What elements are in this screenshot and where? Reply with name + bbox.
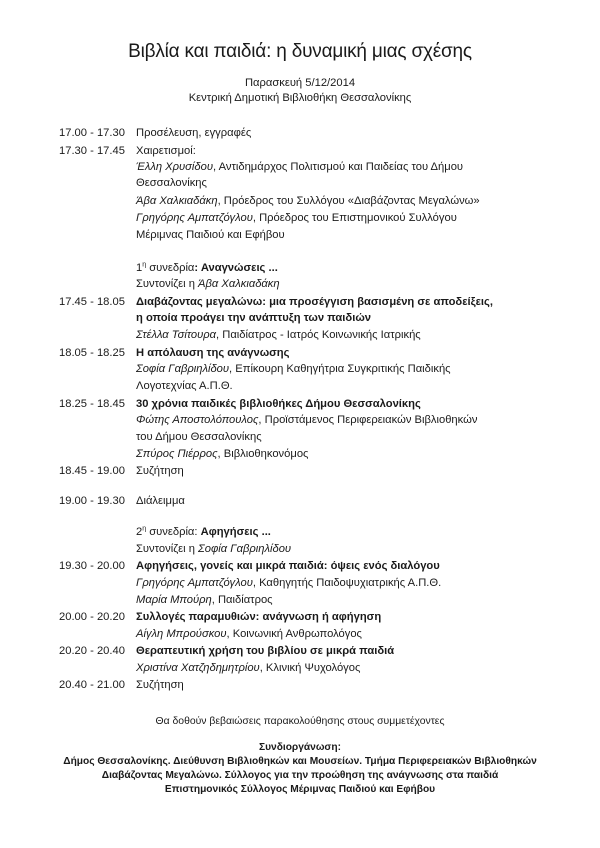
speaker-name: Σπύρος Πιέρρος [136,448,218,460]
speaker-role: , Κοινωνική Ανθρωπολόγος [226,628,362,640]
talk-speaker [0,362,600,378]
coordinator-name: Σοφία Γαβριηλίδου [198,543,292,555]
speaker-role: , Πρόεδρος του Συλλόγου «Διαβάζοντας Μεγαλώνω» [217,195,480,207]
speaker-name: Άβα Χαλκιαδάκη [136,195,218,207]
session-1-coordinator [0,277,600,293]
schedule-row-discussion [0,464,600,480]
greeting-speaker-cont [0,176,600,192]
speaker-role: Μέριμνας Παιδιού και Εφήβου [136,229,285,241]
speaker-role: , Πρόεδρος του Επιστημονικού Συλλόγου [252,212,457,224]
greeting-speaker-cont [0,228,600,244]
speaker-role: , Αντιδημάρχος Πολιτισμού και Παιδείας του Δήμου [213,161,464,173]
speaker-name: Φώτης Αποστολόπουλος [136,414,259,426]
coordinator-prefix: Συντονίζει η [136,278,199,290]
schedule-row-talk [0,644,600,660]
talk-speaker [0,661,600,677]
schedule-row-discussion [0,678,600,694]
talk-title: η οποία προάγει την ανάπτυξη των παιδιών [136,312,371,324]
speaker-name: Χριστίνα Χατζηδημητρίου [136,662,260,674]
event-venue: Κεντρική Δημοτική Βιβλιοθήκη Θεσσαλονίκης [188,92,412,104]
talk-speaker [0,593,600,609]
time-slot: 19.00 - 19.30 [59,495,125,507]
greeting-speaker [0,194,600,210]
item-text: Συζήτηση [136,465,184,477]
speaker-role: , Προϊστάμενος Περιφερειακών Βιβλιοθηκών [258,414,478,426]
talk-title: 30 χρόνια παιδικές βιβλιοθήκες Δήμου Θεσσαλονίκης [136,398,421,410]
session-topic: Αφηγήσεις ... [200,526,271,538]
session-topic: : Αναγνώσεις ... [194,262,278,274]
speaker-name: Αίγλη Μπρούσκου [136,628,227,640]
speaker-role: , Βιβλιοθηκονόμος [217,448,309,460]
speaker-role: , Παιδίατρος [211,594,273,606]
talk-speaker [0,576,600,592]
speaker-name: Σοφία Γαβριηλίδου [136,363,230,375]
speaker-role: , Επίκουρη Καθηγήτρια Συγκριτικής Παιδικής [229,363,451,375]
page-title: Βιβλία και παιδιά: η δυναμική μιας σχέσης [128,41,472,62]
schedule-row-talk [0,610,600,626]
speaker-role: , Καθηγητής Παιδοψυχιατρικής Α.Π.Θ. [252,577,442,589]
time-slot: 20.00 - 20.20 [59,611,125,623]
schedule-row-greetings [0,144,600,160]
item-text: Χαιρετισμοί: [136,145,196,157]
event-date: Παρασκευή 5/12/2014 [244,77,356,89]
time-slot: 19.30 - 20.00 [59,560,125,572]
speaker-role: Θεσσαλονίκης [136,177,207,189]
attendance-note: Θα δοθούν βεβαιώσεις παρακολούθησης στους συμμετέχοντες [155,716,445,727]
talk-speaker [0,447,600,463]
speaker-name: Μαρία Μπούρη [136,594,212,606]
talk-speaker-cont [0,430,600,446]
co-organizer-line: Διαβάζοντας Μεγαλώνω. Σύλλογος για την προώθηση της ανάγνωσης στα παιδιά [101,770,499,781]
session-2-coordinator [0,542,600,558]
coordinator-name: Άβα Χαλκιαδάκη [198,278,280,290]
time-slot: 18.45 - 19.00 [59,465,125,477]
speaker-name: Γρηγόρης Αμπατζόγλου [136,577,253,589]
greeting-speaker [0,211,600,227]
speaker-role: , Κλινική Ψυχολόγος [259,662,361,674]
item-text: Προσέλευση, εγγραφές [136,127,252,139]
session-2-heading [0,525,600,541]
speaker-name: Γρηγόρης Αμπατζόγλου [136,212,253,224]
schedule-row-talk [0,397,600,413]
speaker-name: Στέλλα Τσίτουρα [136,329,217,341]
talk-title-cont [0,311,600,327]
schedule-row-talk [0,559,600,575]
schedule-row-arrival [0,126,600,142]
talk-title: Θεραπευτική χρήση του βιβλίου σε μικρά παιδιά [136,645,395,657]
talk-speaker [0,627,600,643]
time-slot: 17.30 - 17.45 [59,145,125,157]
session-1-heading [0,261,600,277]
time-slot: 20.20 - 20.40 [59,645,125,657]
session-ordinal: η [142,525,147,533]
schedule-row-talk [0,346,600,362]
speaker-role: Λογοτεχνίας Α.Π.Θ. [136,380,233,392]
co-organizers-heading: Συνδιοργάνωση: [258,742,342,753]
speaker-role: του Δήμου Θεσσαλονίκης [136,431,262,443]
coordinator-prefix: Συντονίζει η [136,543,199,555]
speaker-role: , Παιδίατρος - Ιατρός Κοινωνικής Ιατρικής [216,329,421,341]
session-number: 2 [136,526,143,538]
talk-title: Η απόλαυση της ανάγνωσης [136,347,290,359]
talk-title: Διαβάζοντας μεγαλώνω: μια προσέγγιση βασισμένη σε αποδείξεις, [136,296,493,308]
talk-title: Συλλογές παραμυθιών: ανάγνωση ή αφήγηση [136,611,382,623]
co-organizer-line: Δήμος Θεσσαλονίκης. Διεύθυνση Βιβλιοθηκών και Μουσείων. Τμήμα Περιφερειακών Βιβλιοθηκών [63,756,537,767]
session-number: 1 [136,262,143,274]
schedule-row-talk [0,295,600,311]
schedule-row-break [0,494,600,510]
talk-title: Αφηγήσεις, γονείς και μικρά παιδιά: όψεις ενός διαλόγου [136,560,440,572]
time-slot: 20.40 - 21.00 [59,679,125,691]
time-slot: 18.25 - 18.45 [59,398,125,410]
greeting-speaker [0,160,600,176]
talk-speaker [0,328,600,344]
item-text: Διάλειμμα [136,495,185,507]
session-word: συνεδρία: [146,526,201,538]
session-ordinal: η [142,261,147,269]
talk-speaker-cont [0,379,600,395]
talk-speaker [0,413,600,429]
session-word: συνεδρία [146,262,195,274]
co-organizer-line: Επιστημονικός Σύλλογος Μέριμνας Παιδιού και Εφήβου [164,784,436,795]
speaker-name: Έλλη Χρυσίδου [136,161,213,173]
time-slot: 17.45 - 18.05 [59,296,125,308]
time-slot: 17.00 - 17.30 [59,127,125,139]
time-slot: 18.05 - 18.25 [59,347,125,359]
item-text: Συζήτηση [136,679,184,691]
